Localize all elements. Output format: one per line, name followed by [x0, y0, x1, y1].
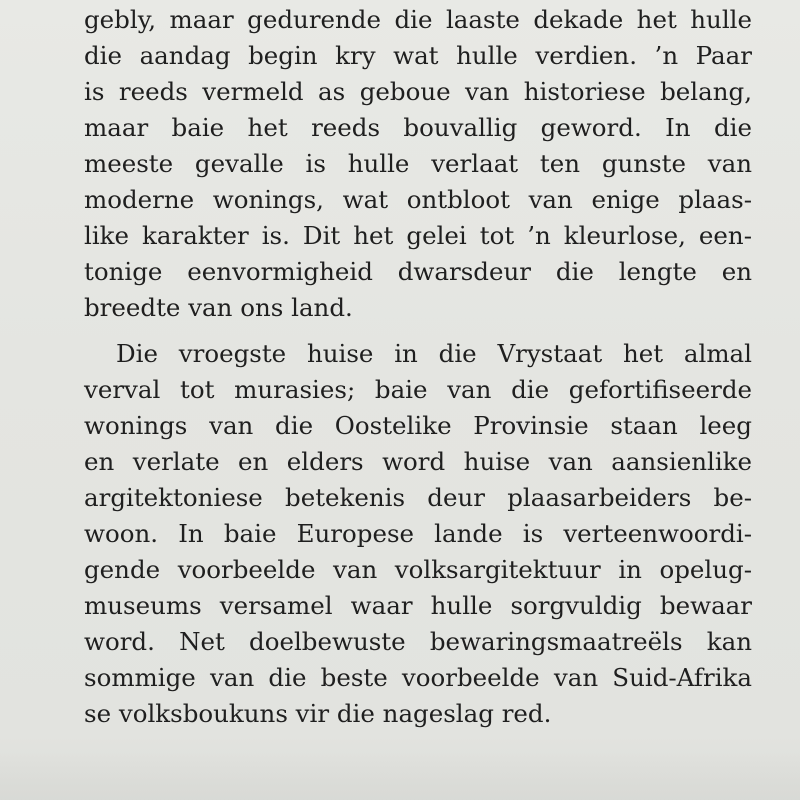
paragraph-line: word. Net doelbewuste bewaringsmaatreëls kan [84, 627, 752, 656]
paragraph-line: verval tot murasies; baie van die gefortifiseerde [84, 375, 752, 404]
paragraph-line: meeste gevalle is hulle verlaat ten gunste van [84, 149, 752, 178]
paragraph-line: like karakter is. Dit het gelei tot ’n kleurlose, een- [84, 221, 752, 250]
paragraph-line: die aandag begin kry wat hulle verdien. ’n Paar [84, 41, 752, 70]
paragraph-line: maar baie het reeds bouvallig geword. In die [84, 113, 752, 142]
paragraph-line: gende voorbeelde van volksargitektuur in opelug- [84, 555, 752, 584]
paragraph-line: moderne wonings, wat ontbloot van enige plaas- [84, 185, 752, 214]
paragraph-line: woon. In baie Europese lande is verteenwoordi- [84, 519, 752, 548]
paragraph-line: sommige van die beste voorbeelde van Suid-Afrika [84, 663, 752, 692]
paragraph-line: wonings van die Oostelike Provinsie staan leeg [84, 411, 752, 440]
paragraph-line: Die vroegste huise in die Vrystaat het almal [116, 339, 752, 368]
paragraph-line: is reeds vermeld as geboue van historiese belang, [84, 77, 752, 106]
paragraph-line: museums versamel waar hulle sorgvuldig bewaar [84, 591, 752, 620]
paragraph-line: gebly, maar gedurende die laaste dekade het hulle [84, 5, 752, 34]
paragraph-line: se volksboukuns vir die nageslag red. [84, 699, 552, 728]
paragraph-line: argitektoniese betekenis deur plaasarbeiders be- [84, 483, 752, 512]
paragraph-line: tonige eenvormigheid dwarsdeur die lengte en [84, 257, 752, 286]
paragraph-line: breedte van ons land. [84, 293, 353, 322]
paragraph-line: en verlate en elders word huise van aansienlike [84, 447, 752, 476]
